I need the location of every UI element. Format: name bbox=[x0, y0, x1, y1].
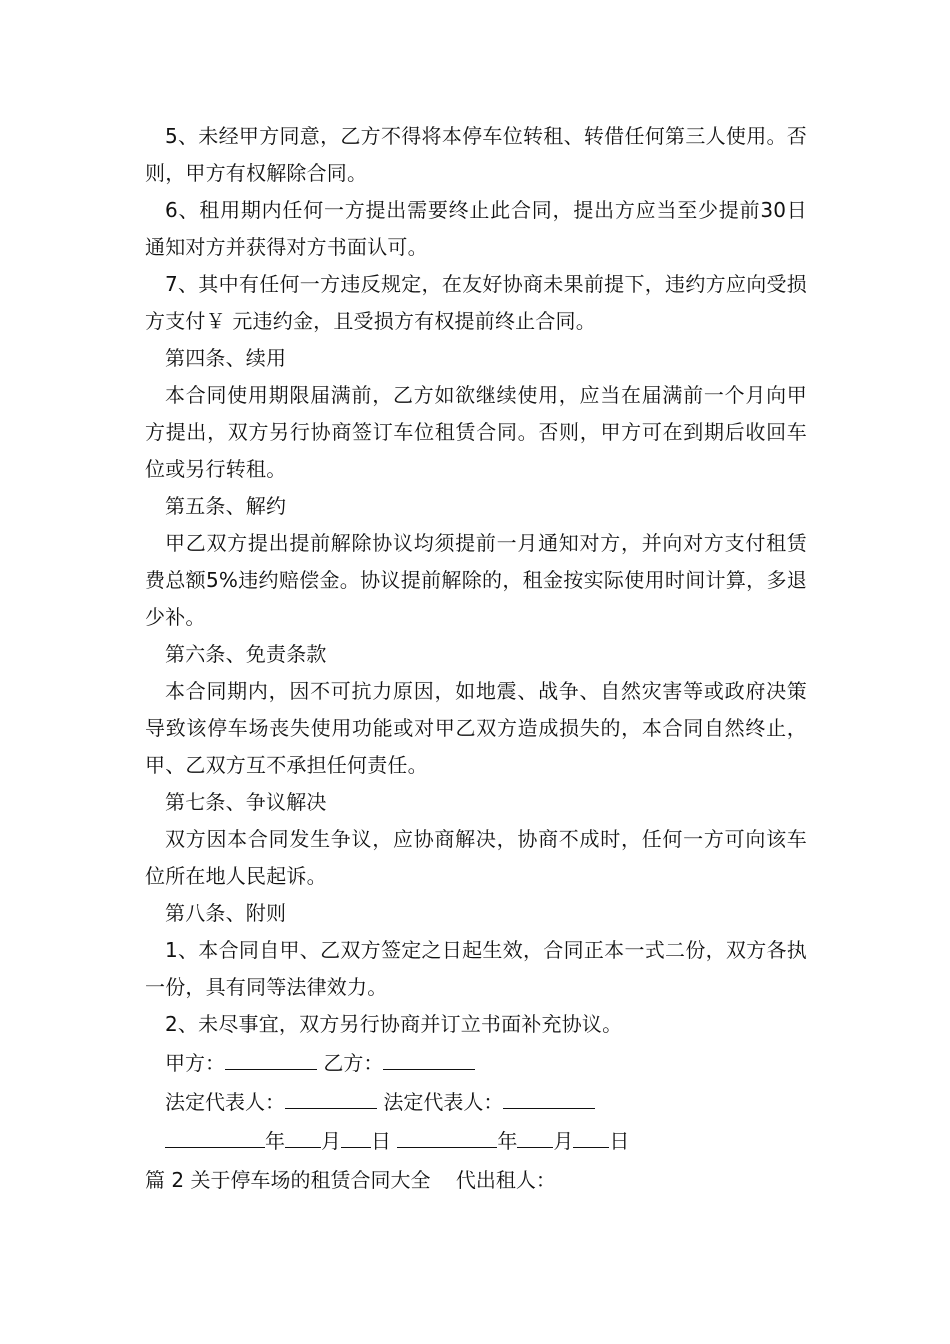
date-b-year-blank[interactable] bbox=[397, 1125, 497, 1148]
date-b-month-blank[interactable] bbox=[517, 1125, 553, 1148]
date-b-year-label: 年 bbox=[497, 1129, 518, 1153]
article-6-body: 本合同期内，因不可抗力原因，如地震、战争、自然灾害等或政府决策导致该停车场丧失使用功能或对甲乙双方造成损失的，本合同自然终止，甲、乙双方互不承担任何责任。 bbox=[145, 679, 807, 777]
signature-parties-line bbox=[145, 1045, 807, 1082]
date-a-year-label: 年 bbox=[265, 1129, 285, 1153]
rep-a-blank[interactable] bbox=[285, 1086, 377, 1109]
date-a-month-label: 月 bbox=[321, 1129, 341, 1153]
clause-7: 7、其中有任何一方违反规定，在友好协商未果前提下，违约方应向受损方支付￥ 元违约金，且受损方有权提前终止合同。 bbox=[145, 272, 807, 333]
rep-b-blank[interactable] bbox=[503, 1086, 595, 1109]
date-b-day-blank[interactable] bbox=[573, 1125, 609, 1148]
party-b-label: 乙方： bbox=[323, 1051, 384, 1075]
party-b-blank[interactable] bbox=[383, 1047, 475, 1070]
article-8-item-1: 1、本合同自甲、乙双方签定之日起生效，合同正本一式二份，双方各执一份，具有同等法律效力。 bbox=[145, 938, 807, 999]
article-7-body: 双方因本合同发生争议，应协商解决，协商不成时，任何一方可向该车位所在地人民起诉。 bbox=[145, 827, 807, 888]
article-4-body: 本合同使用期限届满前，乙方如欲继续使用，应当在届满前一个月向甲方提出，双方另行协商签订车位租赁合同。否则，甲方可在到期后收回车位或另行转租。 bbox=[145, 383, 807, 481]
article-8-item-2: 2、未尽事宜，双方另行协商并订立书面补充协议。 bbox=[165, 1012, 623, 1036]
rep-b-label: 法定代表人： bbox=[383, 1090, 504, 1114]
article-5-body: 甲乙双方提出提前解除协议均须提前一月通知对方，并向对方支付租赁费总额5%违约赔偿金。协议提前解除的，租金按实际使用时间计算，多退少补。 bbox=[145, 531, 807, 629]
next-contract-title-line: 篇 2 关于停车场的租赁合同大全 代出租人： bbox=[145, 1168, 556, 1192]
article-5-heading: 第五条、解约 bbox=[165, 494, 287, 518]
document-body bbox=[145, 118, 807, 1199]
signature-date-line bbox=[145, 1123, 807, 1160]
party-a-blank[interactable] bbox=[225, 1047, 317, 1070]
party-a-label: 甲方： bbox=[165, 1051, 225, 1075]
article-6-heading: 第六条、免责条款 bbox=[165, 642, 327, 666]
date-a-day-label: 日 bbox=[371, 1129, 391, 1153]
signature-representatives-line bbox=[145, 1084, 807, 1121]
date-b-day-label: 日 bbox=[609, 1129, 630, 1153]
date-a-day-blank[interactable] bbox=[341, 1125, 371, 1148]
article-7-heading: 第七条、争议解决 bbox=[165, 790, 327, 814]
article-4-heading: 第四条、续用 bbox=[165, 346, 287, 370]
article-8-heading: 第八条、附则 bbox=[165, 901, 287, 925]
clause-5: 5、未经甲方同意，乙方不得将本停车位转租、转借任何第三人使用。否则，甲方有权解除合同。 bbox=[145, 124, 807, 185]
clause-6: 6、租用期内任何一方提出需要终止此合同，提出方应当至少提前30日通知对方并获得对方书面认可。 bbox=[145, 198, 807, 259]
date-a-month-blank[interactable] bbox=[285, 1125, 321, 1148]
date-b-month-label: 月 bbox=[553, 1129, 574, 1153]
date-a-year-blank[interactable] bbox=[165, 1125, 265, 1148]
rep-a-label: 法定代表人： bbox=[165, 1090, 285, 1114]
